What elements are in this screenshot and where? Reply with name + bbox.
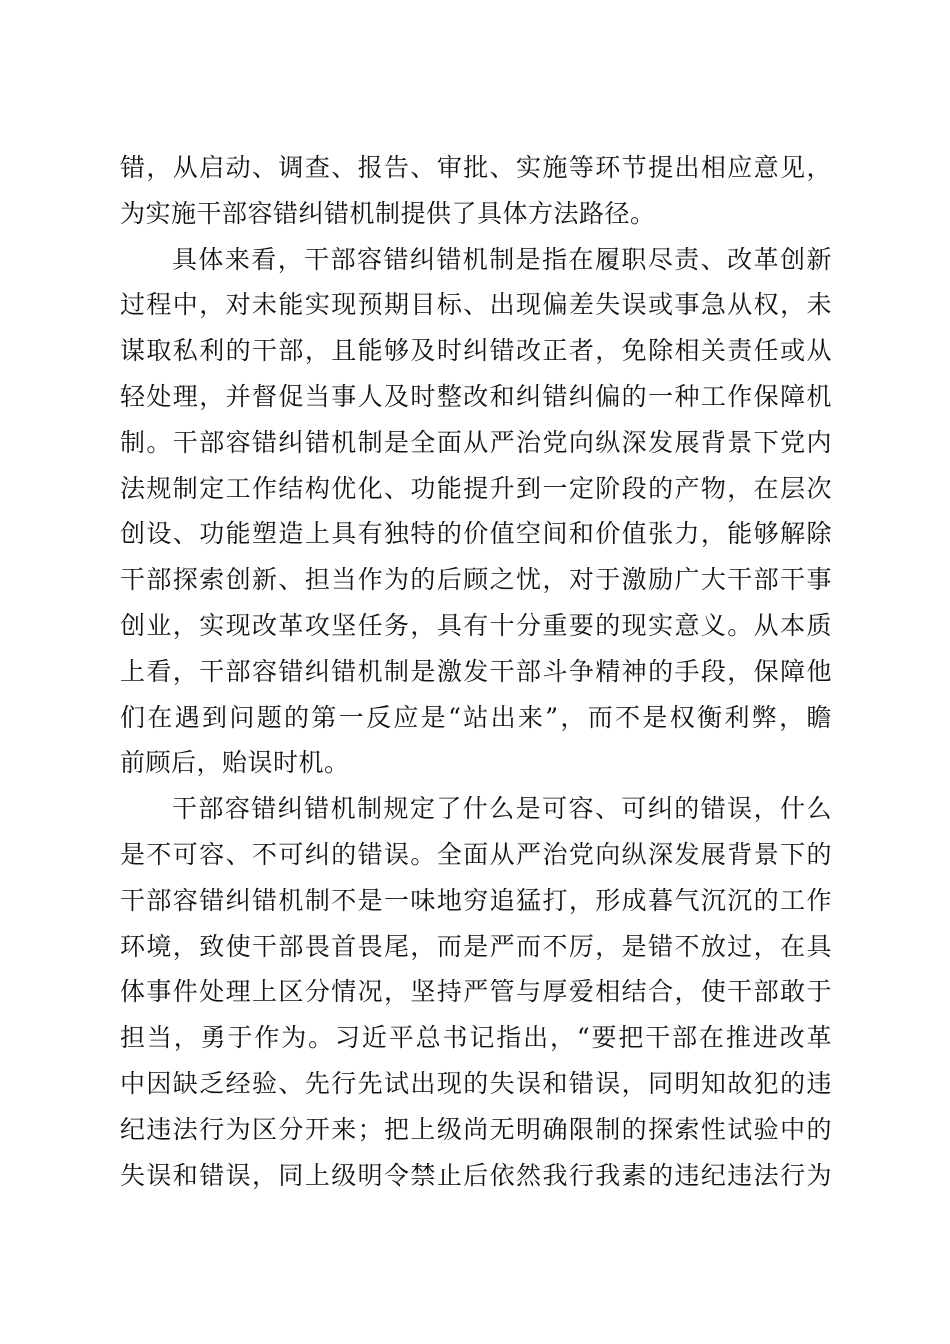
text-line: 干部容错纠错机制不是一味地穷追猛打，形成暮气沉沉的工作	[120, 885, 832, 915]
text-line: 为实施干部容错纠错机制提供了具体方法路径。	[120, 198, 656, 228]
paragraph-2	[120, 237, 832, 787]
text-line: 失误和错误，同上级明令禁止后依然我行我素的违纪违法行为	[120, 1160, 832, 1190]
text-line: 上看，干部容错纠错机制是激发干部斗争精神的手段，保障他	[120, 656, 832, 686]
text-line: 错，从启动、调查、报告、审批、实施等环节提出相应意见，	[120, 153, 832, 182]
text-line: 们在遇到问题的第一反应是“站出来”，而不是权衡利弊，瞻	[120, 702, 832, 732]
text-line: 制。干部容错纠错机制是全面从严治党向纵深发展背景下党内	[120, 427, 832, 457]
text-line: 谋取私利的干部，且能够及时纠错改正者，免除相关责任或从	[120, 336, 832, 366]
text-line: 中因缺乏经验、先行先试出现的失误和错误，同明知故犯的违	[120, 1068, 832, 1098]
paragraph-1	[120, 145, 832, 237]
text-line: 担当，勇于作为。习近平总书记指出，“要把干部在推进改革	[120, 1023, 832, 1053]
text-line: 体事件处理上区分情况，坚持严管与厚爱相结合，使干部敢于	[120, 977, 832, 1007]
text-line: 过程中，对未能实现预期目标、出现偏差失误或事急从权，未	[120, 290, 832, 320]
body-text	[120, 145, 832, 1198]
text-line: 前顾后，贻误时机。	[120, 748, 350, 778]
text-line: 具体来看，干部容错纠错机制是指在履职尽责、改革创新	[172, 244, 832, 274]
text-line: 干部探索创新、担当作为的后顾之忧，对于激励广大干部干事	[120, 565, 832, 595]
text-line: 创设、功能塑造上具有独特的价值空间和价值张力，能够解除	[120, 519, 832, 549]
text-line: 是不可容、不可纠的错误。全面从严治党向纵深发展背景下的	[120, 839, 832, 869]
text-line: 法规制定工作结构优化、功能提升到一定阶段的产物，在层次	[120, 473, 832, 503]
text-line: 创业，实现改革攻坚任务，具有十分重要的现实意义。从本质	[120, 610, 832, 640]
text-line: 纪违法行为区分开来；把上级尚无明确限制的探索性试验中的	[120, 1114, 832, 1144]
text-line: 干部容错纠错机制规定了什么是可容、可纠的错误，什么	[172, 794, 832, 824]
text-line: 环境，致使干部畏首畏尾，而是严而不厉，是错不放过，在具	[120, 931, 832, 961]
paragraph-3	[120, 786, 832, 1198]
text-line: 轻处理，并督促当事人及时整改和纠错纠偏的一种工作保障机	[120, 381, 832, 411]
